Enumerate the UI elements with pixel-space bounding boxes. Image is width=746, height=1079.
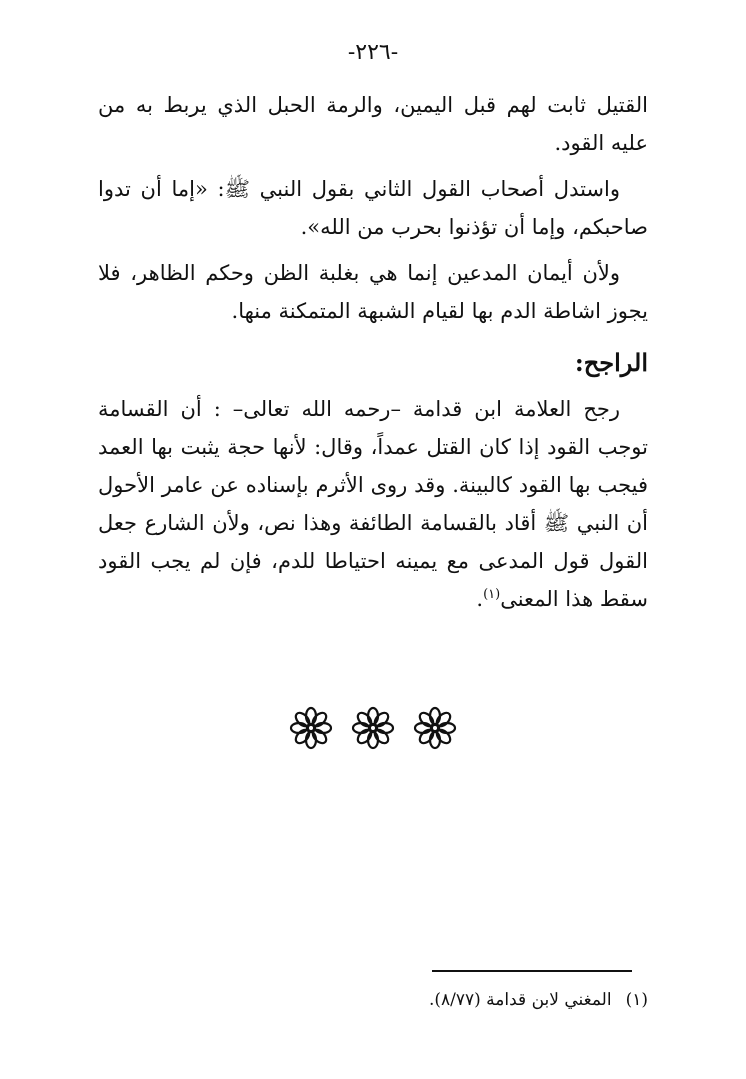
- footnote-text: المغني لابن قدامة (٨/٧٧).: [428, 990, 612, 1010]
- page-number: -٢٢٦-: [347, 40, 399, 65]
- flower-ornament-icon: [351, 706, 395, 750]
- flower-ornament-icon: [289, 706, 333, 750]
- conclusion-end: .: [476, 587, 484, 611]
- section-heading: الراجح:: [574, 348, 648, 377]
- main-text: [98, 86, 648, 626]
- footnote-divider: [432, 970, 632, 972]
- ornament-row: [0, 706, 746, 750]
- paragraph-2: واستدل أصحاب القول الثاني بقول النبي ﷺ: «إما أن تدوا صاحبكم، وإما أن تؤذنوا بحرب من الله».: [98, 177, 648, 239]
- paragraph-1: القتيل ثابت لهم قبل اليمين، والرمة الحبل الذي يربط به من عليه القود.: [98, 93, 648, 155]
- flower-ornament-icon: [413, 706, 457, 750]
- conclusion-text: رجح العلامة ابن قدامة –رحمه الله تعالى– : أن القسامة توجب القود إذا كان القتل عمداً، وقال: لأنها حجة يثبت بها العمد فيجب بها القود كالبينة. وقد روى الأثرم بإسناده عن عامر الأحول أن النبي ﷺ أقاد بالقسامة الطائفة وهذا نص، ولأن الشارع جعل القول قول المدعى مع يمينه احتياطا للدم، فإن لم يجب القود سقط هذا المعنى: [98, 397, 648, 611]
- footnote: [98, 986, 648, 1014]
- paragraph-3: ولأن أيمان المدعين إنما هي بغلبة الظن وحكم الظاهر، فلا يجوز اشاطة الدم بها لقيام الشبهة المتمكنة منها.: [98, 261, 648, 323]
- footnote-number: (١): [625, 990, 648, 1010]
- conclusion-paragraph: [98, 390, 648, 618]
- footnote-reference: (١): [483, 587, 501, 602]
